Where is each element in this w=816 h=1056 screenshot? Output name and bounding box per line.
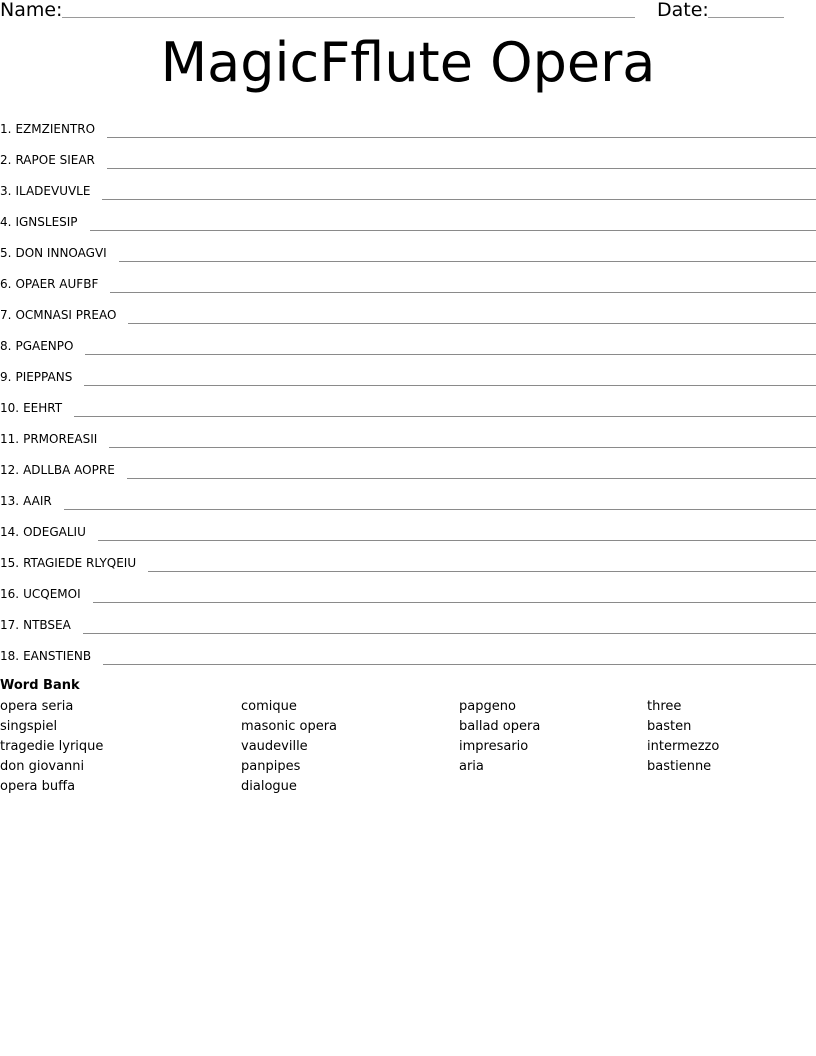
word-bank-item: opera buffa [0,779,76,794]
puzzle-number: 10. [0,401,20,415]
date-field[interactable] [708,17,784,18]
scrambled-word: PGAENPO [15,339,74,353]
puzzle-number: 13. [0,494,20,508]
answer-line[interactable] [148,571,816,572]
scrambled-word: RAPOE SIEAR [15,153,95,167]
answer-line[interactable] [90,230,816,231]
puzzle-row [0,234,816,265]
answer-line[interactable] [107,137,816,138]
puzzle-row [0,420,816,451]
scrambled-word: EZMZIENTRO [15,122,96,136]
puzzle-row [0,544,816,575]
word-bank-item: intermezzo [647,739,720,754]
puzzle-number: 11. [0,432,20,446]
answer-line[interactable] [119,261,816,262]
answer-line[interactable] [110,292,816,293]
puzzle-number: 6. [0,277,12,291]
answer-line[interactable] [83,633,816,634]
puzzle-number: 9. [0,370,12,384]
answer-line[interactable] [103,664,816,665]
scrambled-word: IGNSLESIP [15,215,78,229]
scrambled-word: NTBSEA [23,618,71,632]
puzzle-row [0,513,816,544]
word-bank-item: comique [241,699,297,714]
name-label: Name: [0,0,63,21]
word-bank-item: bastienne [647,759,712,774]
word-bank-item: aria [459,759,484,774]
answer-line[interactable] [107,168,816,169]
puzzle-row [0,296,816,327]
scrambled-word: PIEPPANS [15,370,73,384]
answer-line[interactable] [74,416,816,417]
puzzle-number: 7. [0,308,12,322]
word-bank-item: panpipes [241,759,301,774]
word-bank-title: Word Bank [0,678,80,693]
word-bank-item: singspiel [0,719,58,734]
puzzle-number: 15. [0,556,20,570]
puzzle-row [0,482,816,513]
scrambled-word: ILADEVUVLE [15,184,91,198]
scramble-list [0,110,816,668]
word-bank-column [241,697,337,797]
word-bank-column [459,697,540,777]
answer-line[interactable] [64,509,816,510]
scrambled-word: PRMOREASII [23,432,98,446]
scrambled-word: EEHRT [23,401,63,415]
worksheet-header [0,0,816,24]
word-bank-item: opera seria [0,699,74,714]
answer-line[interactable] [93,602,816,603]
word-bank-item: three [647,699,682,714]
answer-line[interactable] [127,478,816,479]
puzzle-number: 2. [0,153,12,167]
word-bank-item: dialogue [241,779,297,794]
puzzle-row [0,451,816,482]
scrambled-word: OPAER AUFBF [15,277,99,291]
puzzle-number: 16. [0,587,20,601]
puzzle-number: 18. [0,649,20,663]
word-bank-item: impresario [459,739,529,754]
scrambled-word: EANSTIENB [23,649,92,663]
puzzle-row [0,141,816,172]
puzzle-row [0,203,816,234]
word-bank-item: vaudeville [241,739,308,754]
puzzle-number: 17. [0,618,20,632]
scrambled-word: AAIR [23,494,52,508]
puzzle-row [0,327,816,358]
word-bank-column [0,697,103,797]
puzzle-row [0,172,816,203]
answer-line[interactable] [109,447,816,448]
scrambled-word: ODEGALIU [23,525,86,539]
answer-line[interactable] [102,199,816,200]
word-bank-item: papgeno [459,699,516,714]
scrambled-word: UCQEMOI [23,587,81,601]
puzzle-row [0,265,816,296]
answer-line[interactable] [84,385,816,386]
word-bank-column [647,697,719,777]
puzzle-row [0,606,816,637]
puzzle-number: 4. [0,215,12,229]
word-bank-item: ballad opera [459,719,541,734]
puzzle-row [0,110,816,141]
puzzle-row [0,389,816,420]
puzzle-number: 14. [0,525,20,539]
answer-line[interactable] [98,540,816,541]
puzzle-number: 5. [0,246,12,260]
answer-line[interactable] [128,323,816,324]
answer-line[interactable] [85,354,816,355]
name-field[interactable] [62,17,635,18]
scrambled-word: RTAGIEDE RLYQEIU [23,556,137,570]
date-label: Date: [657,0,709,21]
word-bank-item: masonic opera [241,719,338,734]
puzzle-row [0,358,816,389]
scrambled-word: DON INNOAGVI [15,246,107,260]
word-bank-item: basten [647,719,692,734]
puzzle-number: 1. [0,122,12,136]
puzzle-row [0,575,816,606]
puzzle-row [0,637,816,668]
word-bank-item: tragedie lyrique [0,739,104,754]
scrambled-word: OCMNASI PREAO [15,308,117,322]
puzzle-number: 12. [0,463,20,477]
puzzle-number: 8. [0,339,12,353]
puzzle-number: 3. [0,184,12,198]
word-bank-item: don giovanni [0,759,85,774]
scrambled-word: ADLLBA AOPRE [23,463,115,477]
page-title: MagicFflute Opera [160,31,656,94]
